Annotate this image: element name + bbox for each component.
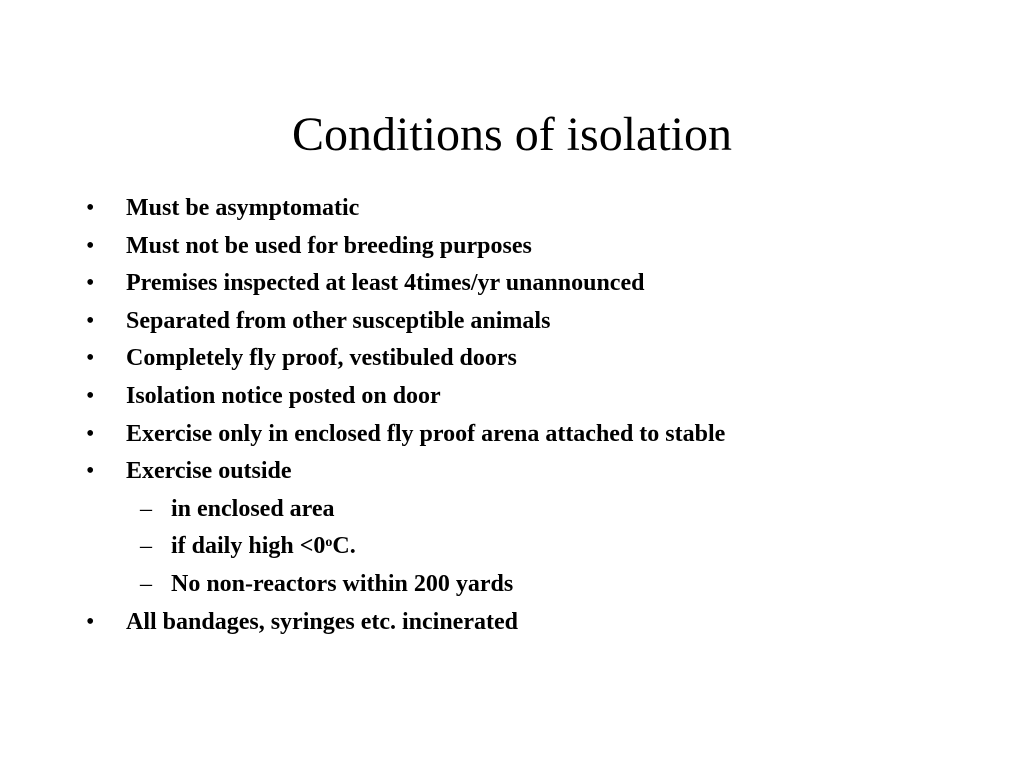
- sub-bullet-text: No non-reactors within 200 yards: [171, 570, 514, 597]
- dash-icon: –: [140, 570, 152, 597]
- bullet-text: Premises inspected at least 4times/yr unannounced: [126, 270, 645, 297]
- bullet-list: [86, 190, 986, 641]
- sub-bullet-text: [171, 533, 356, 559]
- bullet-item: [86, 190, 986, 228]
- bullet-text: Must be asymptomatic: [126, 195, 360, 221]
- bullet-text: Must not be used for breeding purposes: [126, 232, 532, 259]
- sub-bullet-item: [86, 566, 986, 604]
- bullet-item: [86, 340, 986, 378]
- bullet-text: Isolation notice posted on door: [126, 382, 441, 409]
- bullet-item: [86, 265, 986, 303]
- bullet-icon: •: [86, 345, 95, 372]
- dash-icon: –: [140, 533, 152, 560]
- bullet-text: All bandages, syringes etc. incinerated: [126, 608, 518, 635]
- bullet-icon: •: [86, 608, 95, 635]
- bullet-item: [86, 303, 986, 341]
- bullet-icon: •: [86, 232, 95, 259]
- sub-bullet-item: [86, 491, 986, 529]
- bullet-icon: •: [86, 382, 95, 409]
- bullet-icon: •: [86, 458, 95, 485]
- bullet-item: [86, 604, 986, 642]
- bullet-text: Completely fly proof, vestibuled doors: [126, 345, 517, 372]
- bullet-icon: •: [86, 195, 95, 221]
- degree-superscript: o: [325, 535, 333, 551]
- bullet-item: [86, 228, 986, 266]
- sub-bullet-text-pre: if daily high <0: [171, 533, 326, 560]
- sub-bullet-item: [86, 528, 986, 566]
- sub-bullet-text-post: C.: [332, 533, 356, 560]
- bullet-icon: •: [86, 307, 95, 334]
- bullet-icon: •: [86, 420, 95, 447]
- bullet-icon: •: [86, 270, 95, 297]
- bullet-item: [86, 416, 986, 454]
- bullet-text: Exercise outside: [126, 458, 292, 485]
- bullet-item: [86, 453, 986, 491]
- bullet-text: Exercise only in enclosed fly proof arena attached to stable: [126, 420, 726, 447]
- bullet-item: [86, 378, 986, 416]
- dash-icon: –: [140, 495, 152, 522]
- slide-title: Conditions of isolation: [291, 108, 732, 161]
- sub-bullet-text: in enclosed area: [171, 495, 335, 522]
- bullet-text: Separated from other susceptible animals: [126, 307, 551, 334]
